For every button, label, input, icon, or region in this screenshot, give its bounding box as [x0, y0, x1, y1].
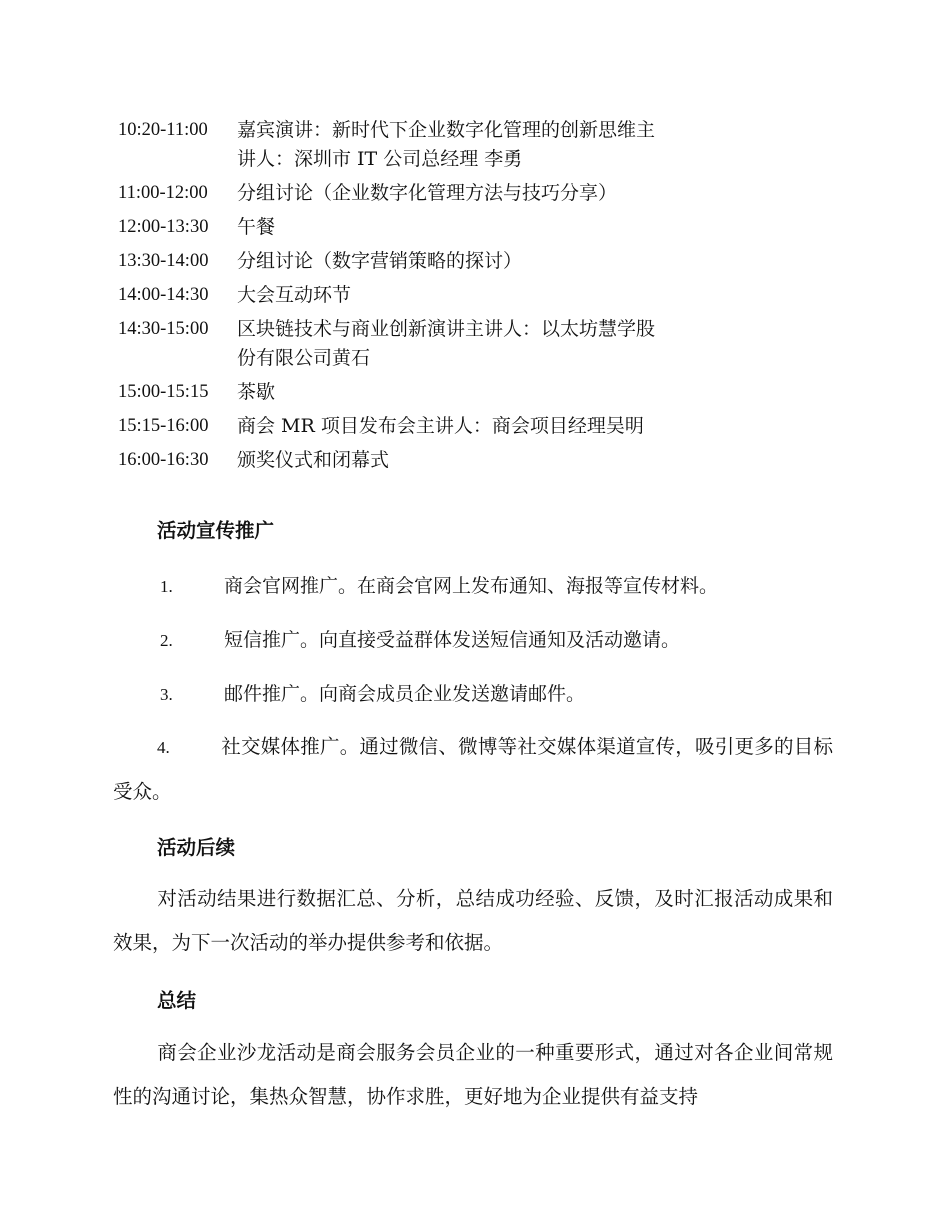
followup-paragraph	[113, 877, 833, 965]
list-text: 商会官网推广。在商会官网上发布通知、海报等宣传材料。	[224, 575, 719, 597]
summary-paragraph	[113, 1031, 833, 1119]
schedule-time: 15:15-16:00	[118, 416, 209, 436]
schedule-row	[118, 446, 718, 475]
list-text: 社交媒体推广。通过微信、微博等社交媒体渠道宣传，吸引更多的目标受众。	[113, 735, 833, 803]
promotion-item-wrapped	[113, 725, 833, 814]
list-text: 邮件推广。向商会成员企业发送邀请邮件。	[224, 683, 586, 705]
schedule-time: 12:00-13:30	[118, 217, 209, 237]
schedule-row	[118, 116, 718, 174]
followup-heading: 活动后续	[157, 836, 236, 859]
schedule-description: 商会 MR 项目发布会主讲人：商会项目经理吴明	[237, 415, 644, 437]
summary-text: 商会企业沙龙活动是商会服务会员企业的一种重要形式，通过对各企业间常规性的沟通讨论，集热众智慧，协作求胜，更好地为企业提供有益支持	[113, 1041, 833, 1108]
list-number: 2.	[160, 631, 173, 650]
promotion-item	[160, 679, 585, 706]
schedule-description: 大会互动环节	[237, 284, 352, 306]
promotion-item	[160, 571, 718, 598]
schedule-time: 14:00-14:30	[118, 285, 209, 305]
schedule-description: 午餐	[237, 216, 276, 238]
list-number: 1.	[160, 577, 173, 596]
schedule-description: 分组讨论（企业数字化管理方法与技巧分享）	[237, 182, 618, 204]
schedule-time: 14:30-15:00	[118, 319, 209, 339]
schedule-time: 13:30-14:00	[118, 251, 209, 271]
schedule-row	[118, 412, 718, 441]
schedule-row	[118, 378, 718, 407]
schedule-description: 区块链技术与商业创新演讲主讲人：以太坊慧学股份有限公司黄石	[237, 318, 656, 369]
schedule-row	[118, 281, 718, 310]
promotion-heading: 活动宣传推广	[157, 519, 275, 542]
schedule-table	[118, 116, 718, 480]
schedule-description: 嘉宾演讲：新时代下企业数字化管理的创新思维主讲人：深圳市 IT 公司总经理 李勇	[237, 119, 656, 170]
summary-heading: 总结	[157, 989, 197, 1012]
followup-text: 对活动结果进行数据汇总、分析，总结成功经验、反馈，及时汇报活动成果和效果，为下一次活动的举办提供参考和依据。	[113, 887, 833, 954]
schedule-row	[118, 179, 718, 208]
list-text: 短信推广。向直接受益群体发送短信通知及活动邀请。	[224, 629, 681, 651]
schedule-row	[118, 247, 718, 276]
schedule-time: 11:00-12:00	[118, 183, 208, 203]
schedule-description: 分组讨论（数字营销策略的探讨）	[237, 250, 523, 272]
schedule-description: 茶歇	[237, 381, 276, 403]
schedule-description: 颁奖仪式和闭幕式	[237, 449, 390, 471]
schedule-row	[118, 315, 718, 373]
schedule-time: 10:20-11:00	[118, 120, 208, 140]
schedule-time: 15:00-15:15	[118, 382, 209, 402]
promotion-item	[160, 625, 680, 652]
list-number: 3.	[160, 685, 173, 704]
list-number: 4.	[157, 738, 170, 757]
schedule-row	[118, 213, 718, 242]
schedule-time: 16:00-16:30	[118, 450, 209, 470]
